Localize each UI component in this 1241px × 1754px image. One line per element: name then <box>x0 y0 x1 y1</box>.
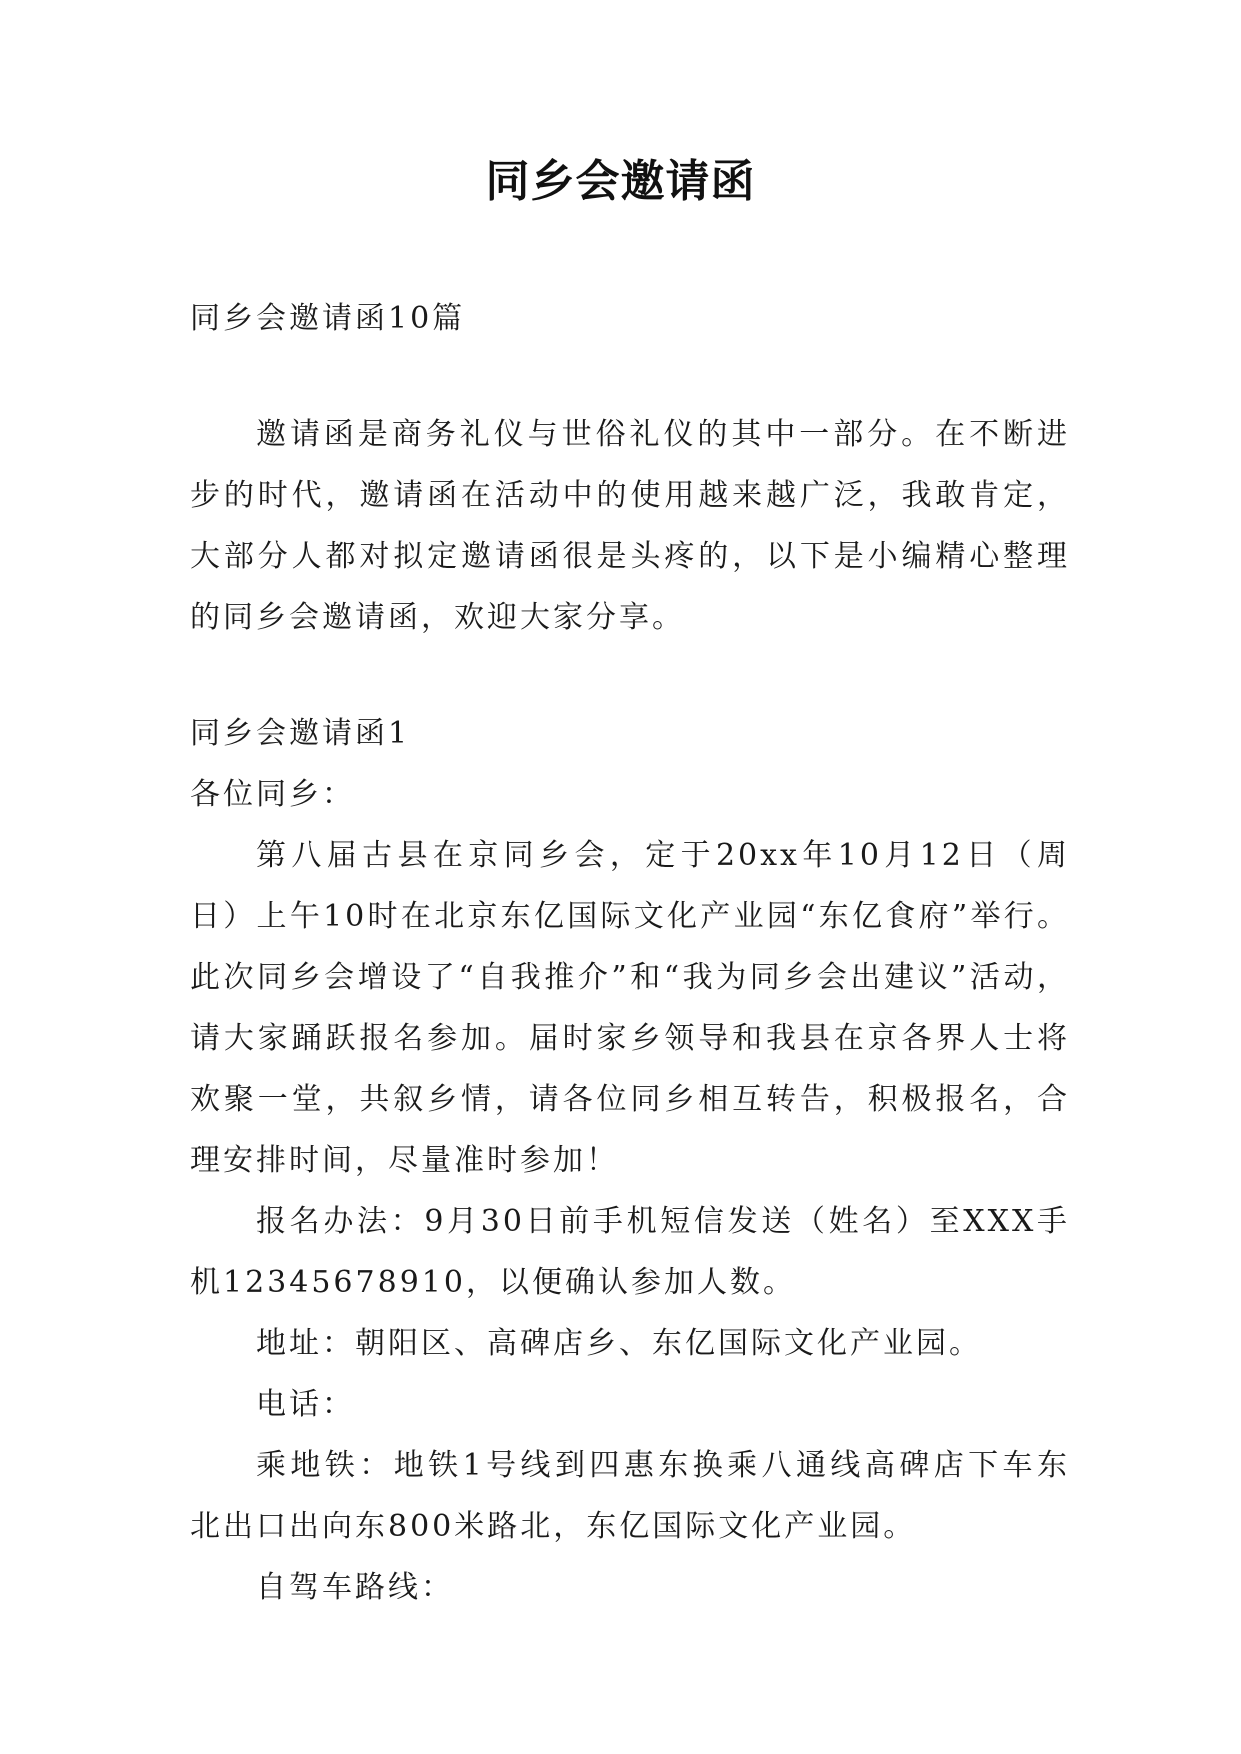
body-paragraph-subway: 乘地铁：地铁1号线到四惠东换乘八通线高碑店下车东北出口出向东800米路北，东亿国际文化产业园。 <box>190 1448 1070 1544</box>
body-paragraph-registration: 报名办法：9月30日前手机短信发送（姓名）至XXX手机12345678910，以便确认参加人数。 <box>190 1204 1070 1300</box>
body-paragraph-event: 第八届古县在京同乡会，定于20xx年10月12日（周日）上午10时在北京东亿国际文化产业园“东亿食府”举行。此次同乡会增设了“自我推介”和“我为同乡会出建议”活动，请大家踊跃报名参加。届时家乡领导和我县在京各界人士将欢聚一堂，共叙乡情，请各位同乡相互转告，积极报名，合理安排时间，尽量准时参加！ <box>190 838 1070 1178</box>
document-subtitle: 同乡会邀请函10篇 <box>190 301 466 336</box>
document-title: 同乡会邀请函 <box>485 156 756 207</box>
intro-paragraph: 邀请函是商务礼仪与世俗礼仪的其中一部分。在不断进步的时代，邀请函在活动中的使用越来越广泛，我敢肯定，大部分人都对拟定邀请函很是头疼的，以下是小编精心整理的同乡会邀请函，欢迎大家分享。 <box>190 417 1070 635</box>
body-paragraph-address: 地址：朝阳区、高碑店乡、东亿国际文化产业园。 <box>256 1326 982 1361</box>
section-title: 同乡会邀请函1 <box>190 716 411 751</box>
body-paragraph-phone: 电话： <box>256 1387 355 1422</box>
body-paragraph-driving: 自驾车路线： <box>256 1570 454 1605</box>
salutation: 各位同乡： <box>190 777 355 812</box>
document-content <box>190 288 1070 1618</box>
